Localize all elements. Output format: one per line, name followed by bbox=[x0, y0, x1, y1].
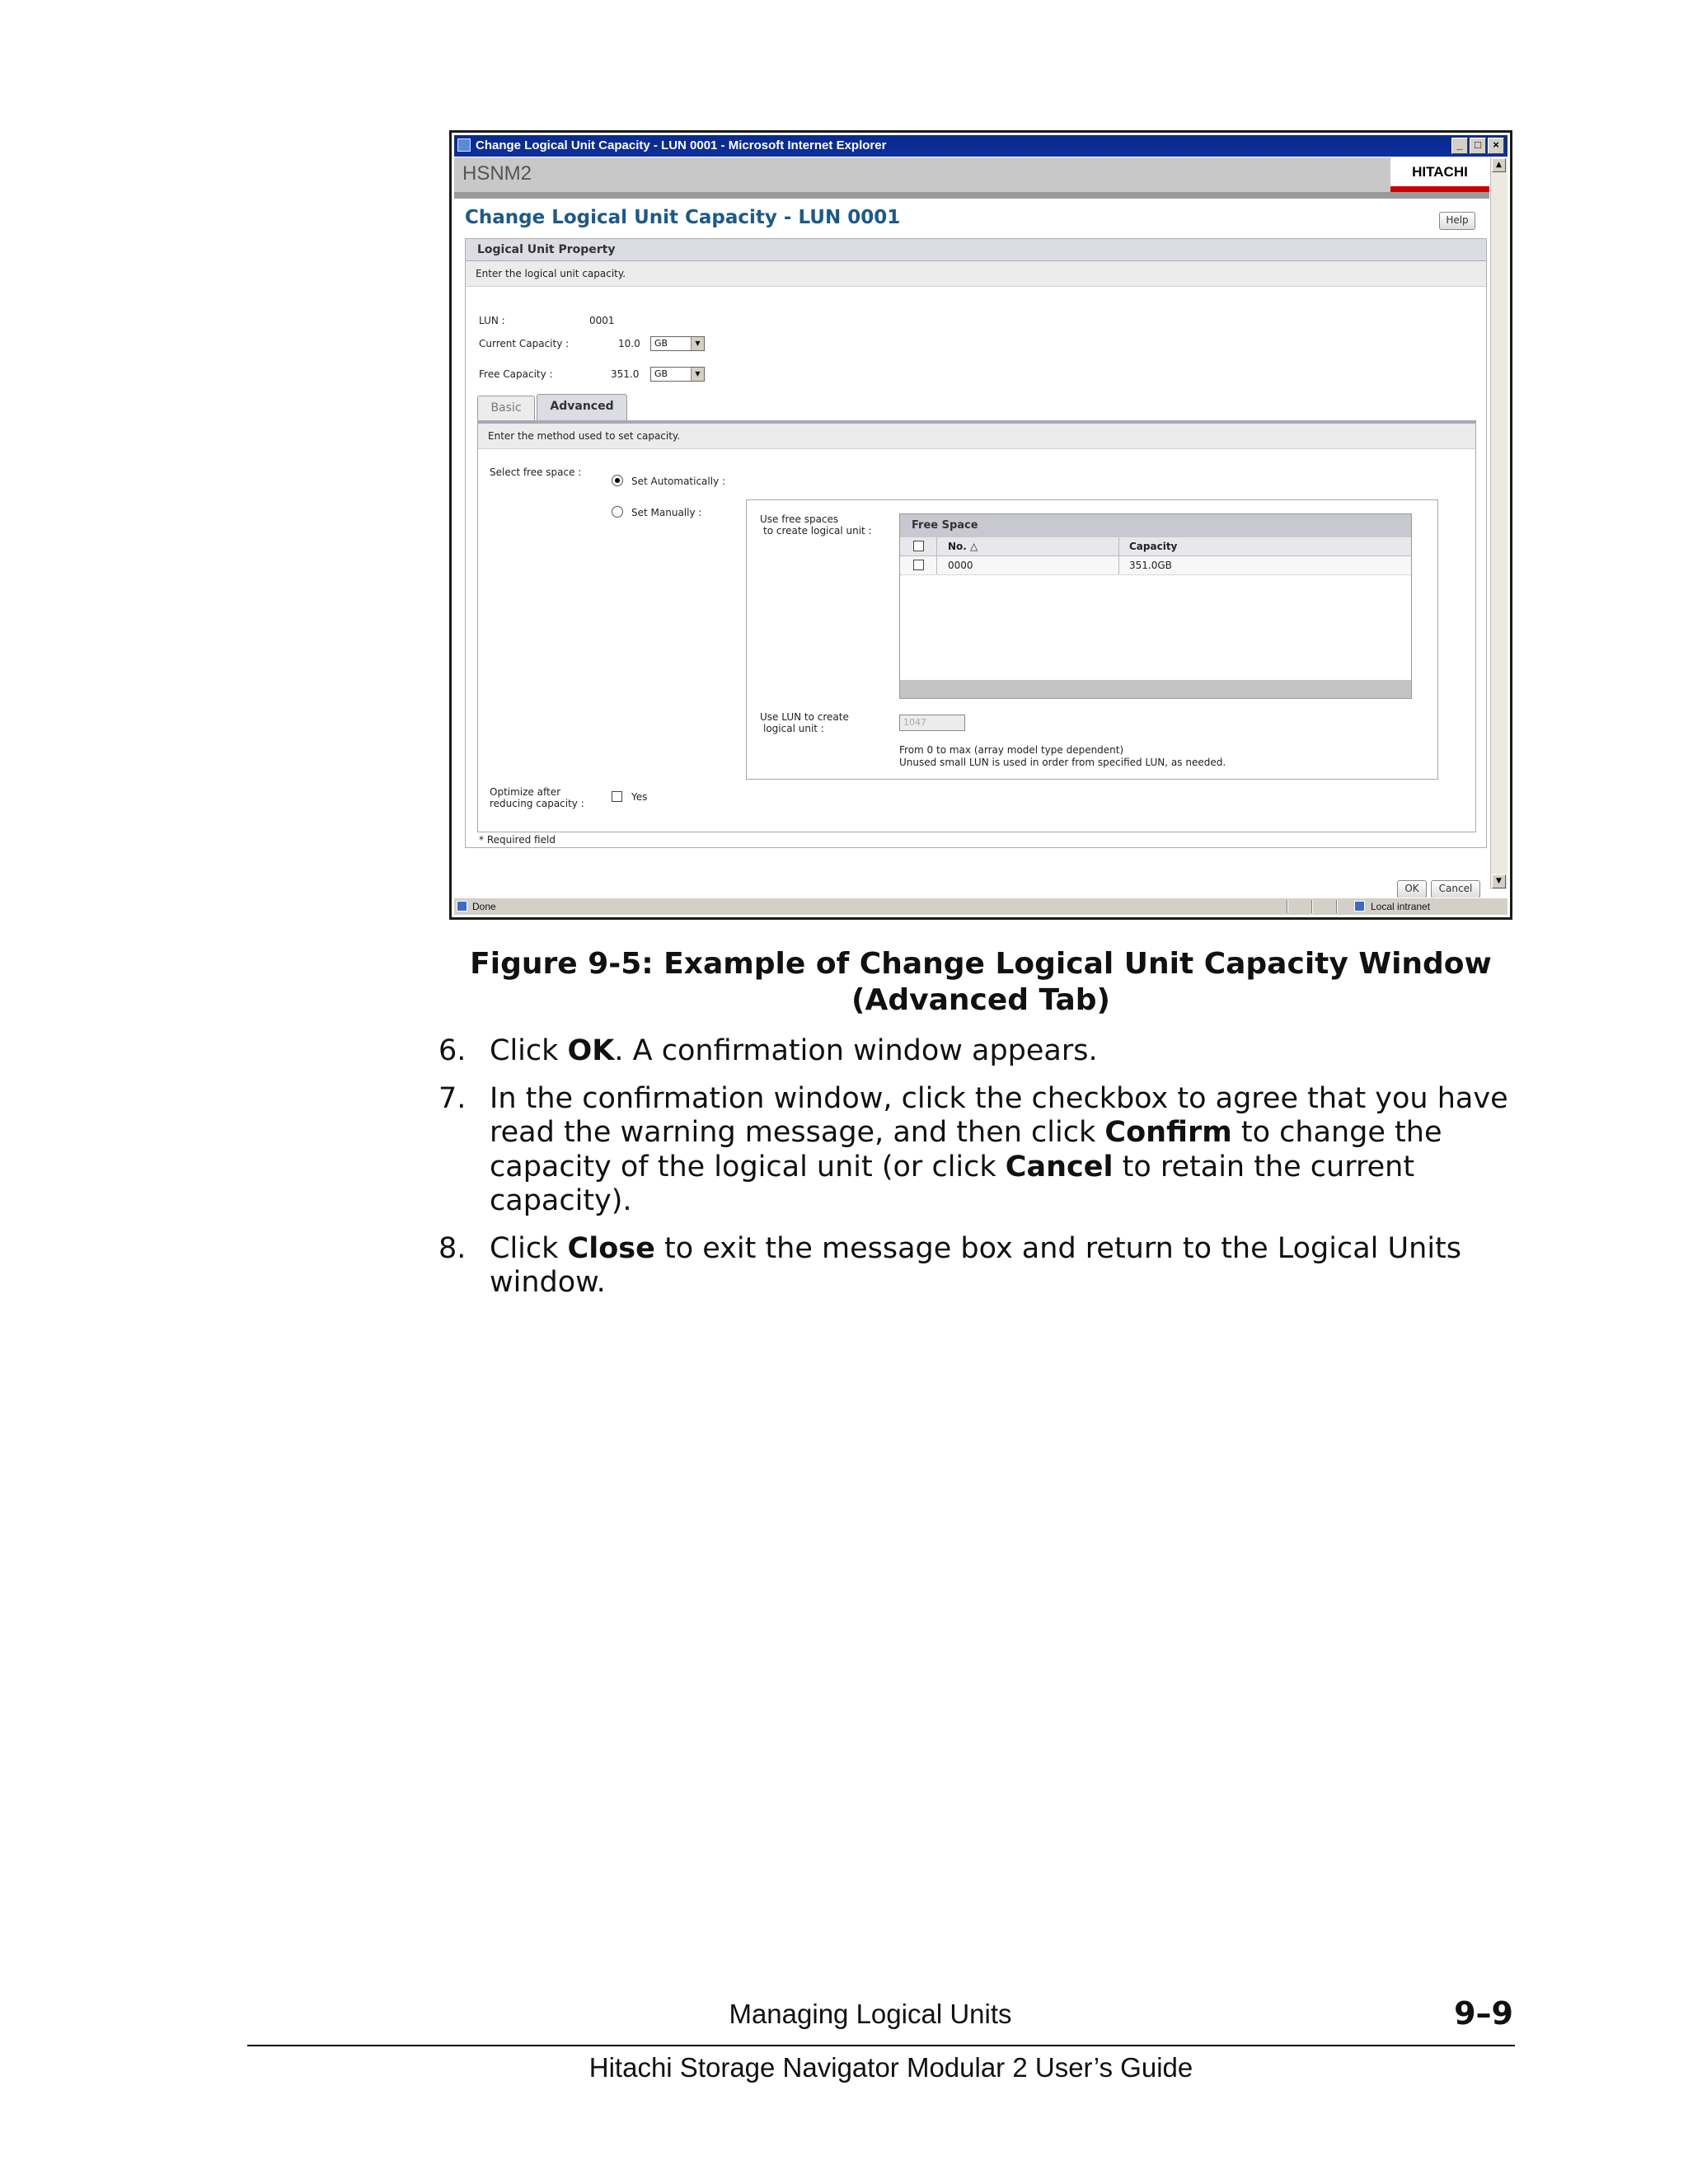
tab-basic[interactable]: Basic bbox=[477, 396, 535, 420]
step-text: In the confirmation window, click the checkbox to agree that you have read the warning message, and then click bbox=[490, 1081, 1508, 1149]
title-bar bbox=[454, 135, 1507, 157]
step-bold: Close bbox=[567, 1231, 655, 1265]
free-space-table bbox=[899, 513, 1412, 699]
footer-divider bbox=[247, 2045, 1515, 2046]
intranet-icon bbox=[1354, 901, 1365, 912]
free-capacity-label: Free Capacity : bbox=[479, 368, 553, 380]
required-field-note: * Required field bbox=[479, 834, 556, 846]
free-space-title: Free Space bbox=[900, 514, 1411, 537]
step-number: 8. bbox=[438, 1231, 467, 1265]
page-title: Change Logical Unit Capacity - LUN 0001 bbox=[465, 207, 901, 228]
minimize-icon[interactable]: _ bbox=[1451, 138, 1468, 154]
brand-logo: HITACHI bbox=[1390, 157, 1489, 192]
status-text: Done bbox=[472, 901, 496, 912]
current-capacity-label: Current Capacity : bbox=[479, 338, 570, 349]
figure-caption bbox=[462, 946, 1500, 1019]
column-divider bbox=[936, 537, 937, 555]
free-capacity-unit: GB bbox=[654, 368, 668, 379]
optimize-label: Optimize after bbox=[490, 786, 561, 798]
step-list bbox=[438, 1034, 1526, 1314]
step-number: 7. bbox=[438, 1081, 467, 1115]
close-icon[interactable]: × bbox=[1488, 138, 1504, 154]
lun-input[interactable]: 1047 bbox=[899, 715, 965, 731]
table-header-row bbox=[900, 537, 1411, 556]
status-separator bbox=[1311, 900, 1313, 913]
app-header bbox=[454, 157, 1489, 192]
optimize-checkbox[interactable] bbox=[612, 791, 622, 802]
section-header: Logical Unit Property bbox=[466, 239, 1486, 261]
cancel-button[interactable]: Cancel bbox=[1431, 880, 1480, 898]
column-no[interactable]: No. △ bbox=[948, 541, 978, 552]
browser-window bbox=[449, 130, 1512, 920]
caption-line-1: Figure 9-5: Example of Change Logical Unit Capacity Window bbox=[470, 947, 1492, 981]
free-capacity-value: 351.0 bbox=[611, 368, 640, 380]
column-capacity[interactable]: Capacity bbox=[1129, 541, 1178, 552]
manual-settings-box bbox=[746, 499, 1438, 780]
select-all-checkbox[interactable] bbox=[913, 541, 924, 551]
help-button[interactable]: Help bbox=[1439, 212, 1475, 230]
step-text: Click bbox=[490, 1034, 568, 1067]
lun-label: LUN : bbox=[479, 315, 505, 326]
vertical-scrollbar[interactable] bbox=[1490, 157, 1507, 889]
lun-usage-note: Unused small LUN is used in order from specified LUN, as needed. bbox=[899, 757, 1226, 768]
list-item bbox=[438, 1082, 1526, 1219]
step-bold: Cancel bbox=[1005, 1150, 1114, 1183]
scroll-up-icon[interactable]: ▲ bbox=[1492, 158, 1506, 172]
step-text: to change the capacity of the logical unit (or click bbox=[490, 1116, 1442, 1183]
page-icon bbox=[457, 901, 467, 912]
set-automatically-radio[interactable] bbox=[612, 475, 623, 486]
status-bar bbox=[454, 898, 1507, 915]
ok-button[interactable]: OK bbox=[1397, 880, 1427, 898]
footer-guide-title: Hitachi Storage Navigator Modular 2 User’s Guide bbox=[588, 2052, 1193, 2083]
lun-range-note: From 0 to max (array model type dependent) bbox=[899, 744, 1124, 756]
list-item bbox=[438, 1034, 1526, 1069]
advanced-instruction: Enter the method used to set capacity. bbox=[478, 424, 1475, 449]
use-free-spaces-label-2: to create logical unit : bbox=[763, 525, 872, 537]
table-row[interactable] bbox=[900, 556, 1411, 575]
set-automatically-label: Set Automatically : bbox=[631, 476, 726, 487]
step-text: to exit the message box and return to the Logical Units window. bbox=[490, 1231, 1462, 1299]
column-divider bbox=[1118, 537, 1119, 555]
status-separator bbox=[1336, 900, 1338, 913]
window-title: Change Logical Unit Capacity - LUN 0001 - Microsoft Internet Explorer bbox=[476, 138, 887, 152]
current-capacity-value: 10.0 bbox=[618, 338, 640, 349]
current-capacity-unit: GB bbox=[654, 338, 668, 349]
internet-explorer-icon bbox=[457, 138, 471, 152]
table-footer bbox=[900, 680, 1411, 698]
column-divider bbox=[1118, 556, 1119, 574]
footer-section-title: Managing Logical Units bbox=[729, 1999, 1012, 2029]
maximize-icon[interactable]: □ bbox=[1470, 138, 1486, 154]
current-capacity-unit-select[interactable] bbox=[650, 336, 705, 351]
page-number: 9–9 bbox=[1454, 1995, 1513, 2032]
scroll-down-icon[interactable]: ▼ bbox=[1492, 874, 1506, 888]
column-divider bbox=[936, 556, 937, 574]
free-capacity-unit-select[interactable] bbox=[650, 367, 705, 382]
use-free-spaces-label: Use free spaces bbox=[760, 513, 839, 525]
set-manually-radio[interactable] bbox=[612, 506, 623, 518]
header-divider bbox=[454, 192, 1489, 199]
section-instruction: Enter the logical unit capacity. bbox=[466, 261, 1486, 287]
chevron-down-icon: ▼ bbox=[691, 368, 704, 381]
optimize-yes-label: Yes bbox=[631, 791, 648, 803]
logical-unit-property-section bbox=[465, 238, 1487, 848]
status-separator bbox=[1287, 900, 1288, 913]
step-bold: Confirm bbox=[1104, 1116, 1232, 1149]
advanced-panel bbox=[477, 420, 1476, 832]
step-text: . A confirmation window appears. bbox=[614, 1034, 1098, 1067]
chevron-down-icon: ▼ bbox=[691, 337, 704, 350]
caption-line-2: (Advanced Tab) bbox=[851, 983, 1110, 1017]
use-lun-label: Use LUN to create bbox=[760, 711, 849, 723]
row-checkbox[interactable] bbox=[913, 560, 924, 570]
set-manually-label: Set Manually : bbox=[631, 507, 702, 518]
row-capacity: 351.0GB bbox=[1129, 560, 1172, 571]
step-text: to retain the current capacity). bbox=[490, 1150, 1415, 1217]
step-bold: OK bbox=[567, 1034, 615, 1067]
row-no: 0000 bbox=[948, 560, 973, 571]
use-lun-label-2: logical unit : bbox=[763, 723, 824, 734]
lun-value: 0001 bbox=[589, 315, 615, 326]
app-logo: HSNM2 bbox=[462, 162, 532, 185]
window-controls bbox=[1451, 138, 1504, 154]
list-item bbox=[438, 1232, 1526, 1301]
status-zone: Local intranet bbox=[1371, 901, 1431, 912]
tab-advanced[interactable]: Advanced bbox=[537, 394, 627, 420]
select-free-space-label: Select free space : bbox=[490, 466, 582, 478]
step-text: Click bbox=[490, 1231, 568, 1265]
optimize-label-2: reducing capacity : bbox=[490, 798, 584, 809]
step-number: 6. bbox=[438, 1034, 467, 1067]
